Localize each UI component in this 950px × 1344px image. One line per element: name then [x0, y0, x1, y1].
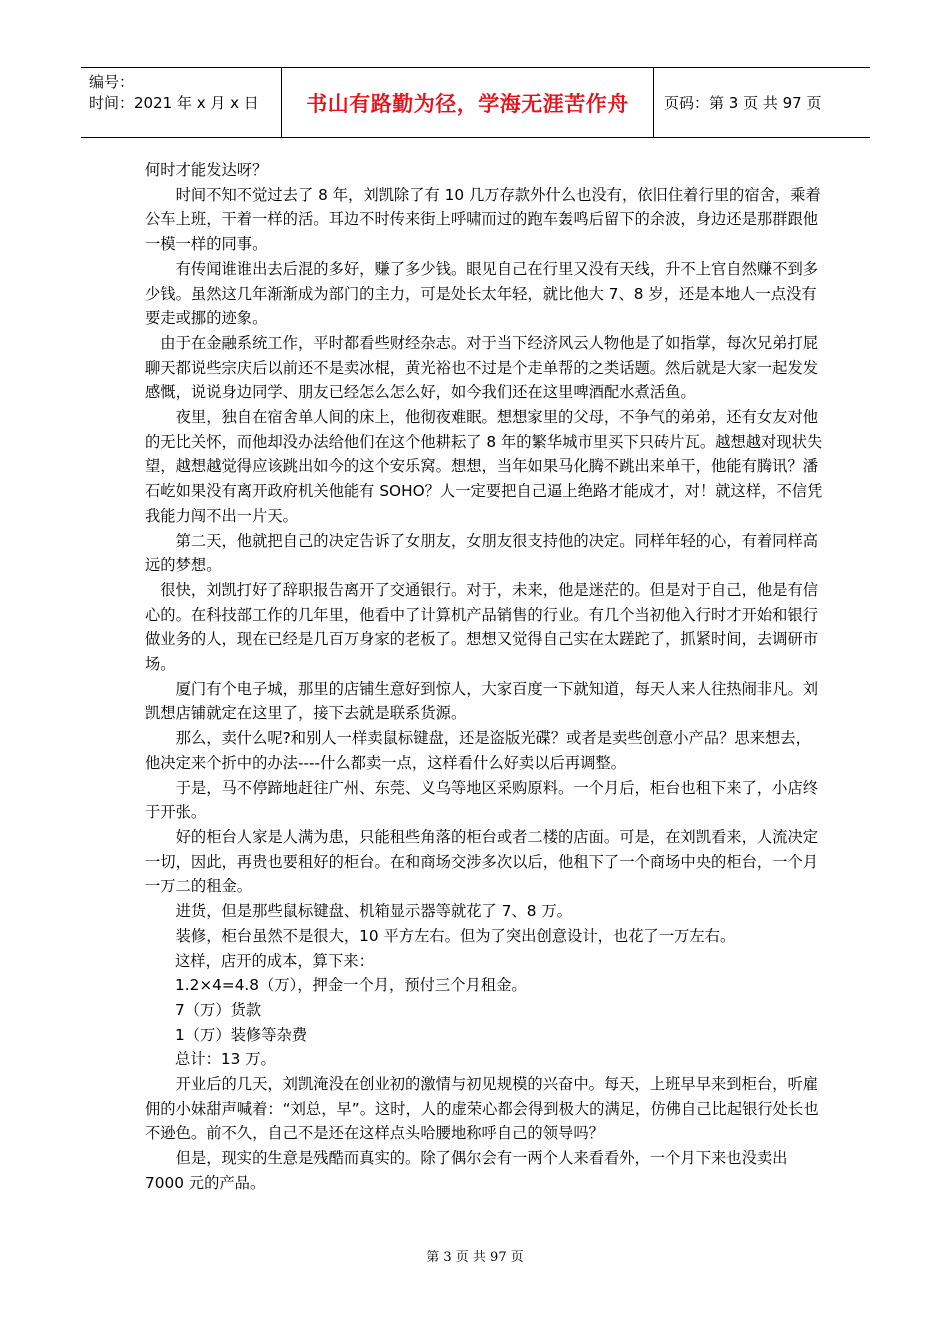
paragraph: 夜里，独自在宿舍单人间的床上，他彻夜难眠。想想家里的父母，不争气的弟弟，还有女友对他的无比关怀，而他却没办法给他们在这个他耕耘了 8 年的繁华城市里买下只砖片瓦。越想越对现状失望，越想越觉得应该跳出如今的这个安乐窝。想想，当年如果马化腾不跳出来单干，他能有腾讯？潘石屹如果没有离开政府机关他能有 SOHO？人一定要把自己逼上绝路才能成才，对！就这样，不信凭我能力闯不出一片天。	[145, 408, 823, 525]
paragraph: 进货，但是那些鼠标键盘、机箱显示器等就花了 7、8 万。	[175, 902, 572, 921]
paragraph: 何时才能发达呀？	[145, 161, 268, 179]
paragraph: 这样，店开的成本，算下来：	[175, 951, 374, 970]
paragraph: 7（万）货款	[175, 1000, 262, 1019]
paragraph: 好的柜台人家是人满为患，只能租些角落的柜台或者二楼的店面。可是，在刘凯看来，人流决定一切，因此，再贵也要租好的柜台。在和商场交涉多次以后，他租下了一个商场中央的柜台，一个月一万二的租金。	[145, 827, 819, 896]
paragraph: 很快，刘凯打好了辞职报告离开了交通银行。对于，未来，他是迷茫的。但是对于自己，他是有信心的。在科技部工作的几年里，他看中了计算机产品销售的行业。有几个当初他入行时才开始和银行做业务的人，现在已经是几百万身家的老板了。想想又觉得自己实在太蹉跎了，抓紧时间，去调研市场。	[145, 580, 819, 674]
header-motto: 书山有路勤为径，学海无涯苦作舟	[282, 68, 654, 137]
paragraph: 厦门有个电子城，那里的店铺生意好到惊人，大家百度一下就知道，每天人来人往热闹非凡。刘凯想店铺就定在这里了，接下去就是联系货源。	[145, 679, 819, 723]
page-header	[81, 67, 870, 138]
paragraph: 时间不知不觉过去了 8 年，刘凯除了有 10 几万存款外什么也没有，依旧住着行里的宿舍，乘着公车上班，干着一样的活。耳边不时传来街上呼啸而过的跑车轰鸣后留下的余波，身边还是那群跟他一模一样的同事。	[145, 185, 821, 254]
number-label: 编号：	[89, 73, 135, 91]
paragraph: 1.2×4=4.8（万），押金一个月，预付三个月租金。	[175, 976, 527, 995]
document-body	[145, 158, 825, 1196]
paragraph: 装修，柜台虽然不是很大，10 平方左右。但为了突出创意设计，也花了一万左右。	[175, 926, 736, 945]
date-label: 时间：2021 年 x 月 x 日	[89, 94, 259, 112]
paragraph: 但是，现实的生意是残酷而真实的。除了偶尔会有一两个人来看看外，一个月下来也没卖出 7000 元的产品。	[145, 1149, 788, 1192]
paragraph: 于是，马不停蹄地赶往广州、东莞、义乌等地区采购原料。一个月后，柜台也租下来了，小店终于开张。	[145, 778, 819, 822]
paragraph: 第二天，他就把自己的决定告诉了女朋友，女朋友很支持他的决定。同样年轻的心，有着同样高远的梦想。	[145, 531, 819, 575]
paragraph: 有传闻谁谁出去后混的多好，赚了多少钱。眼见自己在行里又没有天线，升不上官自然赚不到多少钱。虽然这几年渐渐成为部门的主力，可是处长太年轻，就比他大 7、8 岁，还是本地人一点没有要走或挪的迹象。	[145, 259, 819, 328]
header-page-number: 页码：第 3 页 共 97 页	[664, 94, 822, 112]
header-info-cell	[81, 68, 282, 137]
paragraph: 那么，卖什么呢?和别人一样卖鼠标键盘，还是盗版光碟？或者是卖些创意小产品？思来想去，他决定来个折中的办法----什么都卖一点，这样看什么好卖以后再调整。	[145, 729, 811, 772]
page-footer: 第 3 页 共 97 页	[426, 1250, 524, 1265]
paragraph: 总计：13 万。	[175, 1050, 276, 1069]
paragraph: 1（万）装修等杂费	[175, 1025, 308, 1044]
paragraph: 开业后的几天，刘凯淹没在创业初的激情与初见规模的兴奋中。每天，上班早早来到柜台，听雇佣的小妹甜声喊着：“刘总，早”。这时，人的虚荣心都会得到极大的满足，仿佛自己比起银行处长也不逊色。前不久，自己不是还在这样点头哈腰地称呼自己的领导吗？	[145, 1075, 819, 1143]
paragraph: 由于在金融系统工作，平时都看些财经杂志。对于当下经济风云人物他是了如指掌，每次兄弟打屁聊天都说些宗庆后以前还不是卖冰棍，黄光裕也不过是个走单帮的之类话题。然后就是大家一起发发感慨，说说身边同学、朋友已经怎么怎么好，如今我们还在这里啤酒配水煮活鱼。	[145, 333, 819, 402]
